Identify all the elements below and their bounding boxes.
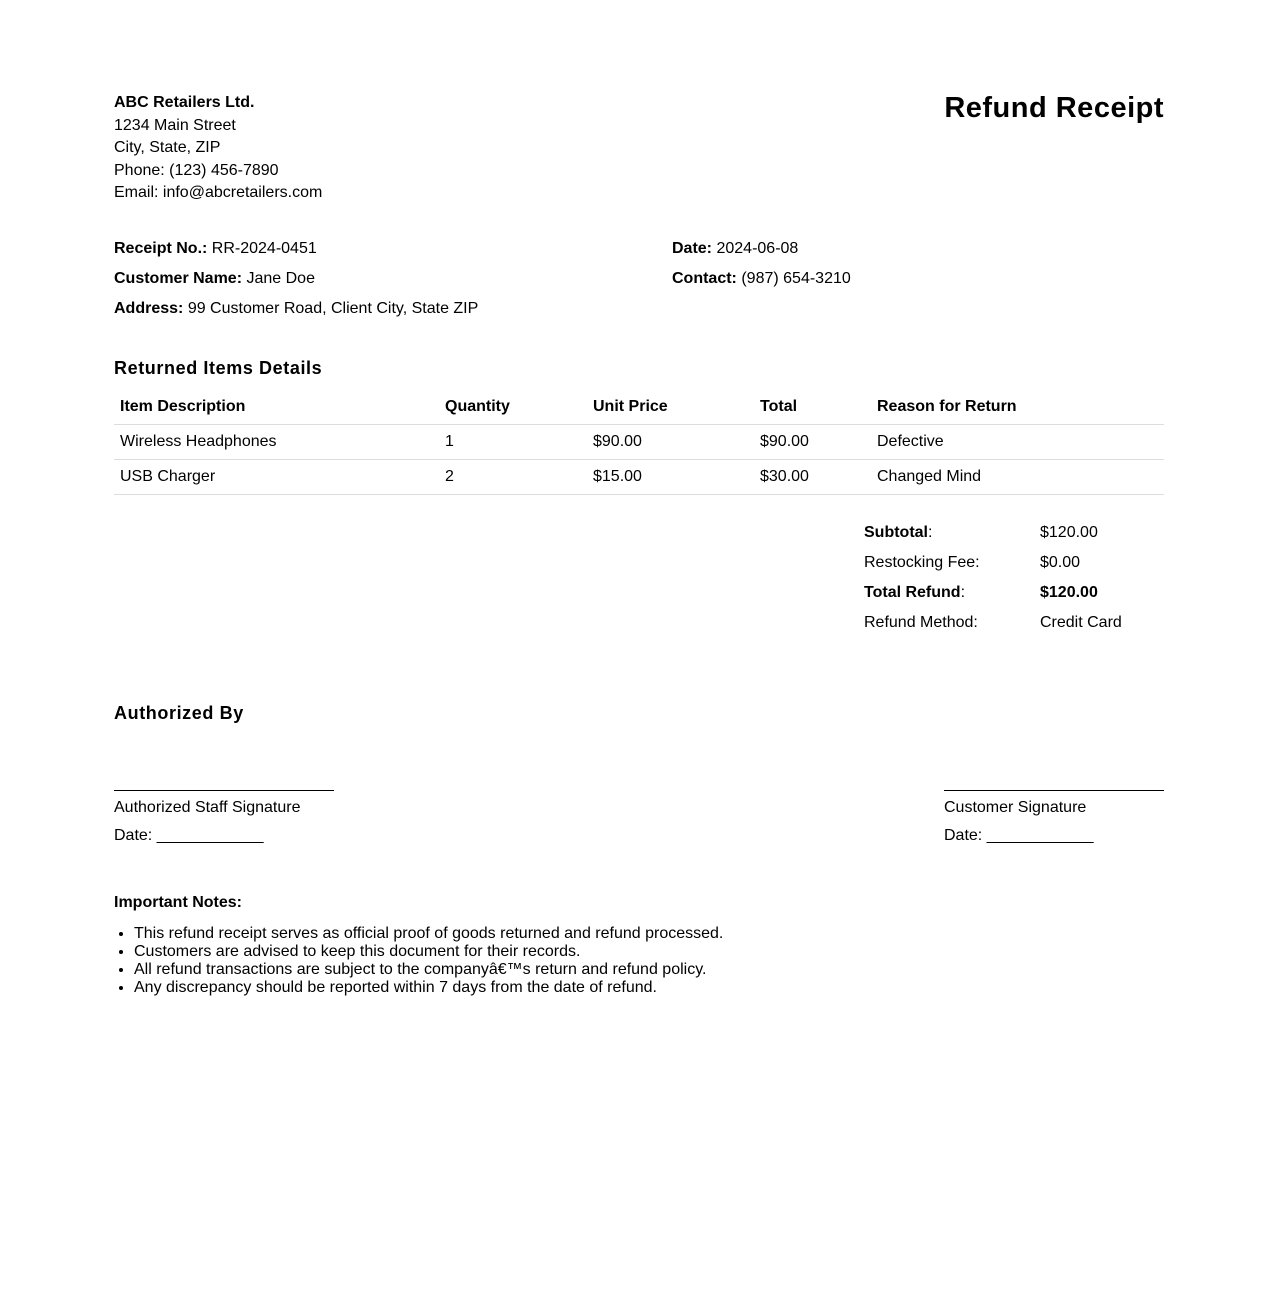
receipt-number-value: RR-2024-0451 bbox=[211, 240, 317, 257]
total-refund-row bbox=[864, 578, 1164, 608]
customer-signature-block bbox=[944, 790, 1164, 846]
customer-contact bbox=[672, 270, 851, 288]
receipt-number-label: Receipt No.: bbox=[114, 240, 208, 257]
company-address-line1: 1234 Main Street bbox=[114, 116, 236, 134]
customer-contact-value: (987) 654-3210 bbox=[741, 270, 851, 287]
column-header: Unit Price bbox=[587, 389, 754, 425]
company-info bbox=[114, 92, 322, 205]
restocking-fee-value: $0.00 bbox=[1040, 554, 1081, 571]
item-description: Wireless Headphones bbox=[114, 425, 439, 460]
item-return-reason: Defective bbox=[871, 425, 1164, 460]
staff-signature-line bbox=[114, 790, 334, 791]
important-notes bbox=[114, 893, 1164, 997]
list-item: • Any discrepancy should be reported within 7 days from the date of refund. bbox=[134, 979, 1164, 997]
item-total: $30.00 bbox=[754, 460, 871, 495]
staff-signature-date: Date: ____________ bbox=[114, 827, 264, 844]
notes-list bbox=[114, 925, 1164, 997]
total-refund-label-text: Total Refund bbox=[864, 584, 961, 601]
subtotal-label: Subtotal: bbox=[864, 524, 933, 541]
table-row bbox=[114, 425, 1164, 460]
authorized-by-title: Authorized By bbox=[114, 703, 244, 723]
receipt-date-value: 2024-06-08 bbox=[716, 240, 799, 257]
item-total: $90.00 bbox=[754, 425, 871, 460]
column-header: Item Description bbox=[114, 389, 439, 425]
restocking-fee-row bbox=[864, 548, 1164, 578]
column-header: Total bbox=[754, 389, 871, 425]
customer-name-value: Jane Doe bbox=[246, 270, 315, 287]
subtotal-row bbox=[864, 518, 1164, 548]
item-unit-price: $90.00 bbox=[587, 425, 754, 460]
receipt-date-label: Date: bbox=[672, 240, 713, 257]
receipt-number bbox=[114, 240, 317, 258]
subtotal-value: $120.00 bbox=[1040, 524, 1098, 541]
customer-name bbox=[114, 270, 315, 288]
item-description: USB Charger bbox=[114, 460, 439, 495]
item-return-reason: Changed Mind bbox=[871, 460, 1164, 495]
list-item: • This refund receipt serves as official proof of goods returned and refund processed. bbox=[134, 925, 1164, 943]
restocking-fee-label: Restocking Fee: bbox=[864, 554, 980, 571]
refund-method-value: Credit Card bbox=[1040, 614, 1122, 631]
table-row bbox=[114, 460, 1164, 495]
company-email: Email: info@abcretailers.com bbox=[114, 184, 323, 201]
customer-signature-line bbox=[944, 790, 1164, 791]
column-header: Reason for Return bbox=[871, 389, 1164, 425]
item-quantity: 2 bbox=[439, 460, 587, 495]
item-quantity: 1 bbox=[439, 425, 587, 460]
column-header: Quantity bbox=[439, 389, 587, 425]
customer-signature-caption: Customer Signature bbox=[944, 799, 1087, 816]
staff-signature-block bbox=[114, 790, 334, 846]
list-item: • All refund transactions are subject to the companyâ€™s return and refund policy. bbox=[134, 961, 1164, 979]
company-name: ABC Retailers Ltd. bbox=[114, 94, 255, 111]
refund-method-row bbox=[864, 608, 1164, 638]
subtotal-label-text: Subtotal bbox=[864, 524, 928, 541]
returned-items-table bbox=[114, 389, 1164, 495]
customer-address-value: 99 Customer Road, Client City, State ZIP bbox=[187, 300, 479, 317]
customer-contact-label: Contact: bbox=[672, 270, 737, 287]
staff-signature-caption: Authorized Staff Signature bbox=[114, 799, 301, 816]
totals-summary bbox=[864, 518, 1164, 638]
customer-name-label: Customer Name: bbox=[114, 270, 243, 287]
total-refund-label: Total Refund: bbox=[864, 584, 966, 601]
receipt-date bbox=[672, 240, 798, 258]
refund-method-label: Refund Method: bbox=[864, 614, 978, 631]
item-unit-price: $15.00 bbox=[587, 460, 754, 495]
items-section-title: Returned Items Details bbox=[114, 358, 323, 378]
notes-title: Important Notes: bbox=[114, 894, 242, 911]
company-phone: Phone: (123) 456-7890 bbox=[114, 161, 279, 179]
company-address-line2: City, State, ZIP bbox=[114, 139, 221, 156]
customer-address-label: Address: bbox=[114, 300, 184, 317]
document-title: Refund Receipt bbox=[944, 92, 1164, 124]
total-refund-value: $120.00 bbox=[1040, 584, 1098, 601]
list-item: • Customers are advised to keep this document for their records. bbox=[134, 943, 1164, 961]
table-header-row bbox=[114, 389, 1164, 425]
customer-address bbox=[114, 300, 478, 318]
customer-signature-date: Date: ____________ bbox=[944, 827, 1094, 844]
